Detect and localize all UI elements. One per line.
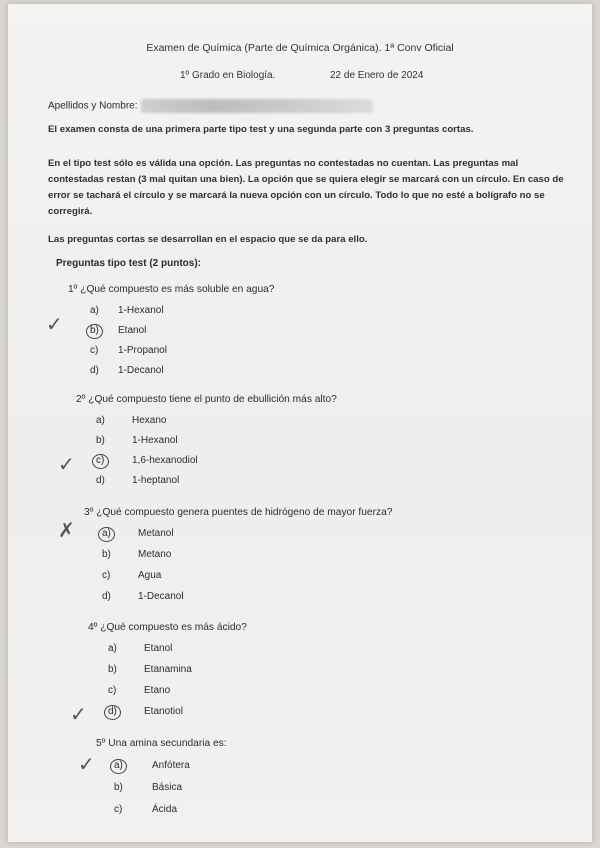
option-text: 1-Decanol	[138, 591, 184, 602]
option-text: 1-Propanol	[118, 345, 167, 356]
option-text: Etanamina	[144, 664, 192, 675]
answer-circle	[86, 324, 103, 339]
option-text: Metanol	[138, 528, 174, 539]
exam-title: Examen de Química (Parte de Química Orgánica). 1ª Conv Oficial	[146, 42, 454, 54]
option-letter: a)	[114, 760, 123, 771]
option-letter: c)	[90, 345, 99, 356]
option-text: Ácida	[152, 804, 178, 815]
question-1: 1º ¿Qué compuesto es más soluble en agua?	[68, 284, 275, 295]
answer-circle	[92, 454, 109, 469]
option-letter: d)	[96, 475, 105, 486]
option-text: Etanol	[144, 643, 173, 654]
student-name-row	[48, 99, 373, 113]
check-mark-icon: ✓	[58, 452, 75, 476]
question-4: 4º ¿Qué compuesto es más ácido?	[88, 622, 247, 633]
name-label: Apellidos y Nombre:	[48, 100, 138, 112]
option-letter: a)	[108, 643, 117, 654]
answer-circle	[110, 759, 127, 774]
option-letter: c)	[102, 570, 111, 581]
option-letter: b)	[102, 549, 111, 560]
option-letter: d)	[90, 365, 99, 376]
option-text: 1-Decanol	[118, 365, 164, 376]
intro-paragraph: El examen consta de una primera parte tipo test y una segunda parte con 3 preguntas cortas.	[48, 124, 474, 135]
option-letter: b)	[90, 325, 99, 336]
option-text: Metano	[138, 549, 172, 560]
option-letter: b)	[108, 664, 117, 675]
option-text: 1-heptanol	[132, 475, 180, 486]
section-title: Preguntas tipo test (2 puntos):	[56, 258, 201, 269]
check-mark-icon: ✓	[46, 312, 63, 336]
question-2: 2º ¿Qué compuesto tiene el punto de ebullición más alto?	[76, 394, 337, 405]
option-text: Anfótera	[152, 760, 190, 771]
option-letter: b)	[96, 435, 105, 446]
option-letter: c)	[108, 685, 117, 696]
option-letter: a)	[96, 415, 105, 426]
exam-sheet	[8, 4, 592, 842]
question-3: 3º ¿Qué compuesto genera puentes de hidrógeno de mayor fuerza?	[84, 507, 393, 518]
option-text: 1-Hexanol	[118, 305, 164, 316]
redacted-name	[141, 99, 373, 113]
option-letter: d)	[102, 591, 111, 602]
cross-mark-icon: ✗	[58, 518, 75, 542]
answer-circle	[98, 527, 115, 542]
option-letter: c)	[114, 804, 123, 815]
check-mark-icon: ✓	[70, 702, 87, 726]
option-letter: c)	[96, 455, 104, 466]
option-text: Etanol	[118, 325, 147, 336]
option-text: 1-Hexanol	[132, 435, 178, 446]
option-text: Etanotiol	[144, 706, 183, 717]
test-rules-paragraph: En el tipo test sólo es válida una opción. Las preguntas no contestadas no cuentan. Las preguntas mal contestadas restan (3 mal quitan una bien). La opción que se quiera elegir se marcará con un círculo. En caso de error se tachará el círculo y se marcará la nueva opción con un círculo. Todo lo que no esté a bolígrafo no se corregirá.	[48, 158, 564, 217]
option-letter: d)	[108, 706, 117, 717]
option-text: Básica	[152, 782, 183, 793]
check-mark-icon: ✓	[78, 752, 95, 776]
option-letter: b)	[114, 782, 123, 793]
option-text: 1,6-hexanodiol	[132, 455, 198, 466]
option-letter: a)	[102, 528, 111, 539]
exam-date: 22 de Enero de 2024	[330, 70, 424, 81]
degree-label: 1º Grado en Biología.	[180, 70, 276, 81]
question-5: 5º Una amina secundaria es:	[96, 738, 227, 749]
option-text: Hexano	[132, 415, 167, 426]
answer-circle	[104, 705, 121, 720]
option-text: Agua	[138, 570, 162, 581]
option-letter: a)	[90, 305, 99, 316]
short-questions-paragraph: Las preguntas cortas se desarrollan en el espacio que se da para ello.	[48, 234, 368, 245]
option-text: Etano	[144, 685, 171, 696]
